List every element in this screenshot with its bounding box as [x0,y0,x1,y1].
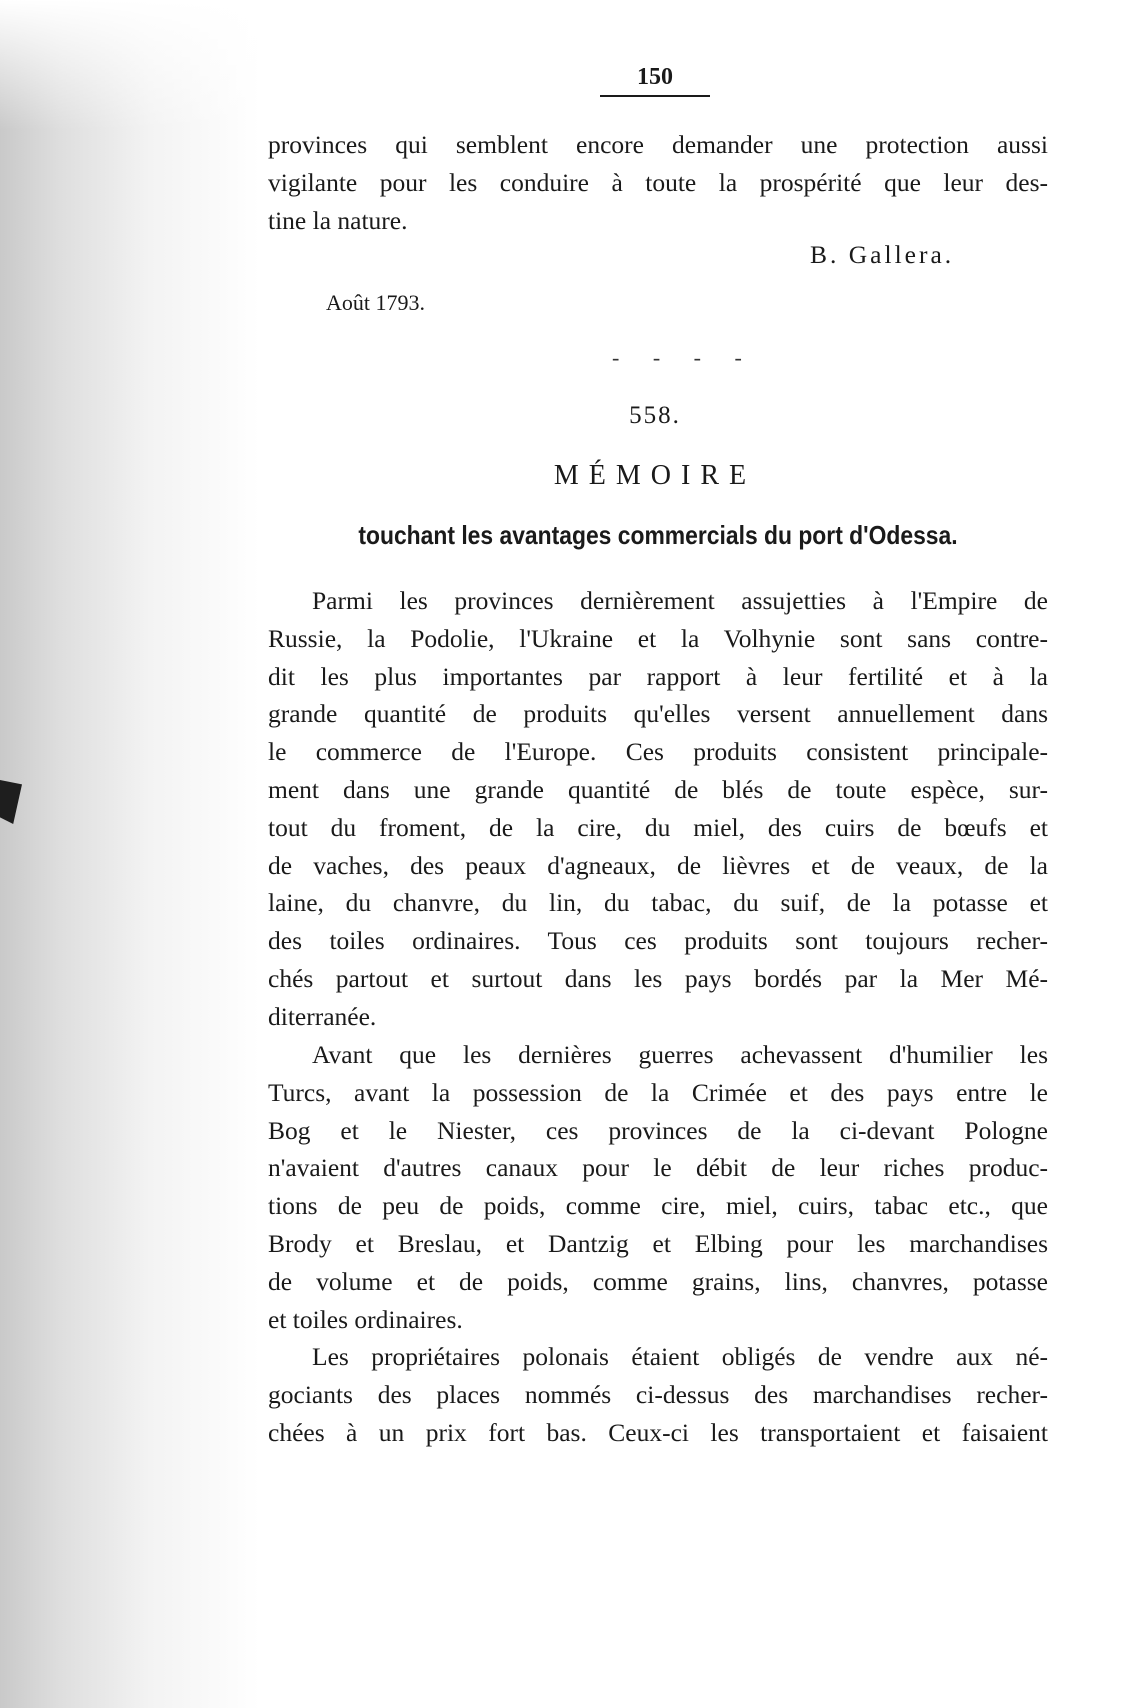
section-separator: - - - - [612,345,756,370]
date-line: Août 1793. [326,290,425,315]
text-line: diterranée. [268,1001,377,1031]
scan-shadow-fade [0,0,260,130]
text-line: tout du froment, de la cire, du miel, des cuirs de bœufs et [268,812,1048,842]
text-line: Parmi les provinces dernièrement assujetties à l'Empire de [312,586,1048,615]
text-line: Les propriétaires polonais étaient obligés de vendre aux né- [312,1342,1048,1371]
page-number: 150 [600,64,710,97]
text-line: de vaches, des peaux d'agneaux, de lièvres et de veaux, de la [268,850,1048,880]
text-line: et toiles ordinaires. [268,1304,463,1334]
text-line: gociants des places nommés ci-dessus des marchandises recher- [268,1379,1048,1409]
text-line: tine la nature. [268,205,408,235]
text-line: Avant que les dernières guerres achevassent d'humilier les [312,1040,1048,1069]
text-line: Bog et le Niester, ces provinces de la ci-devant Pologne [268,1115,1048,1145]
text-line: Turcs, avant la possession de la Crimée et des pays entre le [268,1077,1048,1107]
text-line: n'avaient d'autres canaux pour le débit de leur riches produc- [268,1153,1048,1183]
paragraph-3 [268,1338,1048,1451]
text-line: chées à un prix fort bas. Ceux-ci les transportaient et faisaient [268,1417,1048,1447]
signature: B. Gallera. [810,240,955,269]
paragraph-1 [268,582,1048,1036]
document-subtitle: touchant les avantages commercials du port d'Odessa. [358,520,958,550]
document-number: 558. [629,402,681,429]
scan-shadow [0,0,260,1708]
text-line: des toiles ordinaires. Tous ces produits sont toujours recher- [268,926,1048,956]
text-line: tions de peu de poids, comme cire, miel, cuirs, tabac etc., que [268,1191,1048,1221]
text-line: Brody et Breslau, et Dantzig et Elbing pour les marchandises [268,1228,1048,1258]
text-line: chés partout et surtout dans les pays bordés par la Mer Mé- [268,963,1048,993]
continuation-paragraph [268,126,1048,239]
text-line: vigilante pour les conduire à toute la prospérité que leur des- [268,167,1048,197]
paragraph-2 [268,1036,1048,1338]
text-line: de volume et de poids, comme grains, lins, chanvres, potasse [268,1266,1048,1296]
text-line: grande quantité de produits qu'elles versent annuellement dans [268,699,1048,729]
document-title: MÉMOIRE [553,460,757,491]
text-line: provinces qui semblent encore demander une protection aussi [268,130,1048,159]
text-line: ment dans une grande quantité de blés de toute espèce, sur- [268,774,1048,804]
text-line: le commerce de l'Europe. Ces produits consistent principale- [268,737,1048,767]
text-line: laine, du chanvre, du lin, du tabac, du suif, de la potasse et [268,888,1048,918]
text-line: Russie, la Podolie, l'Ukraine et la Volhynie sont sans contre- [268,623,1048,653]
text-line: dit les plus importantes par rapport à leur fertilité et à la [268,661,1048,691]
